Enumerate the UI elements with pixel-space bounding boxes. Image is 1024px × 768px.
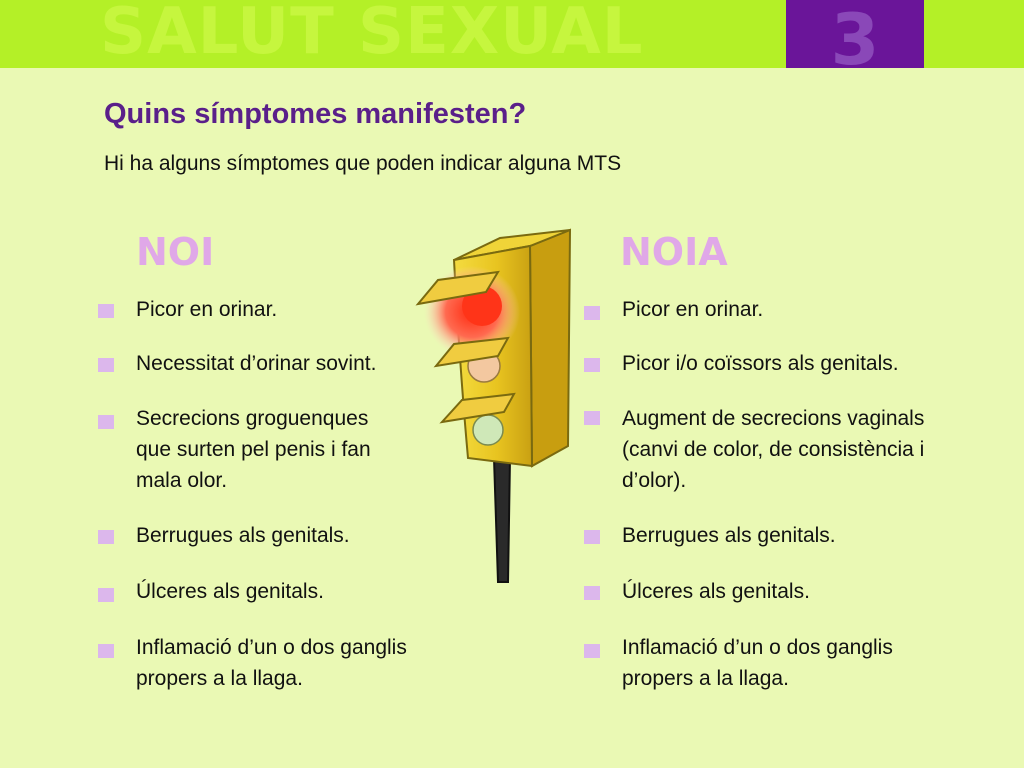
- symptom-text: Úlceres als genitals.: [136, 580, 324, 603]
- symptom-text: Picor en orinar.: [622, 298, 764, 321]
- pole: [494, 458, 510, 582]
- symptom-text: Augment de secrecions vaginals (canvi de color, de consistència i d’olor).: [622, 407, 925, 492]
- symptom-text: Necessitat d’orinar sovint.: [136, 352, 377, 375]
- noi-column-title: NOI: [136, 230, 215, 274]
- bullet-icon: [584, 306, 600, 320]
- bullet-icon: [98, 415, 114, 429]
- bullet-icon: [98, 530, 114, 544]
- symptom-text: Picor en orinar.: [136, 298, 278, 321]
- chapter-badge: [786, 0, 924, 81]
- bullet-icon: [584, 411, 600, 425]
- symptom-text: Inflamació d’un o dos ganglis propers a la llaga.: [136, 636, 407, 690]
- bullet-icon: [98, 304, 114, 318]
- noia-column-title: NOIA: [620, 230, 728, 274]
- bullet-icon: [584, 530, 600, 544]
- bullet-icon: [584, 358, 600, 372]
- banner-title: SALUT SEXUAL: [100, 0, 644, 69]
- bullet-icon: [584, 644, 600, 658]
- bullet-icon: [98, 588, 114, 602]
- top-banner: [0, 0, 1024, 81]
- symptom-text: Berrugues als genitals.: [622, 524, 836, 547]
- symptom-text: Picor i/o coïssors als genitals.: [622, 352, 899, 375]
- bullet-icon: [98, 358, 114, 372]
- chapter-number: 3: [830, 0, 880, 81]
- page-subheading: Hi ha alguns símptomes que poden indicar alguna MTS: [104, 152, 622, 175]
- bullet-icon: [584, 586, 600, 600]
- symptom-text: Úlceres als genitals.: [622, 580, 810, 603]
- symptom-text: Inflamació d’un o dos ganglis propers a la llaga.: [622, 636, 893, 690]
- traffic-light-icon: [410, 220, 585, 590]
- green-lamp: [473, 415, 503, 445]
- housing-side: [530, 230, 570, 466]
- symptom-text: Secrecions groguenques que surten pel penis i fan mala olor.: [136, 407, 371, 492]
- page-heading: Quins símptomes manifesten?: [104, 98, 527, 130]
- symptom-text: Berrugues als genitals.: [136, 524, 350, 547]
- bullet-icon: [98, 644, 114, 658]
